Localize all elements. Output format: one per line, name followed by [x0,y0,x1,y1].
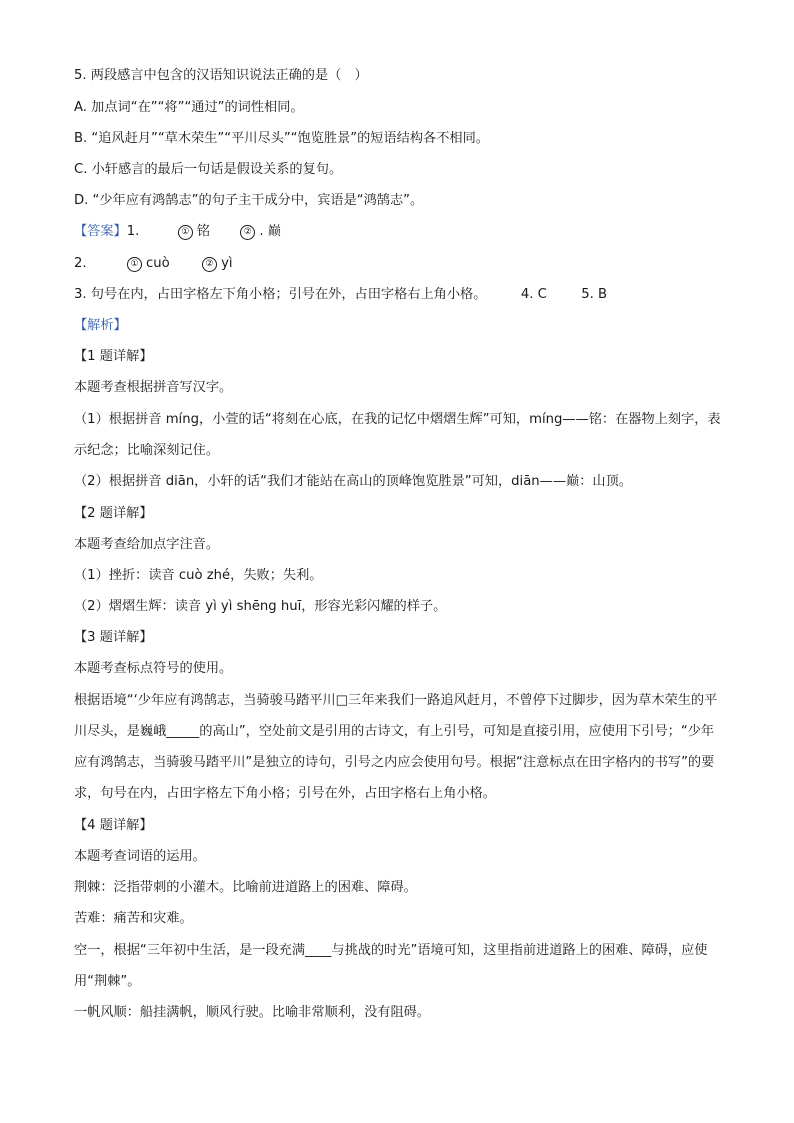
answer-line-2 [74,255,724,273]
question-5-option-a: A. 加点词“在”“将”“通过”的词性相同。 [74,100,304,115]
section-2-heading: 【2 题详解】 [74,506,153,521]
circled-1-icon: ① [178,225,193,240]
section-1-heading: 【1 题详解】 [74,349,153,364]
section-2-intro: 本题考查给加点字注音。 [74,537,220,552]
section-4-definition-yifanfengshun: 一帆风顺：船挂满帆，顺风行驶。比喻非常顺利，没有阻碍。 [74,1005,431,1020]
section-1-item-1: （1）根据拼音 míng，小萱的话“将刻在心底，在我的记忆中熠熠生辉”可知，míng——铭：在器物上刻字，表示纪念；比喻深刻记住。 [74,412,721,458]
circled-2-icon: ② [240,225,255,240]
circled-2-icon: ② [202,257,217,272]
answer-3: 3. 句号在内，占田字格左下角小格；引号在外，占田字格右上角小格。 [74,287,487,302]
section-2-item-2: （2）熠熠生辉：读音 yì yì shēng huī，形容光彩闪耀的样子。 [74,599,447,614]
question-5-option-c: C. 小轩感言的最后一句话是假设关系的复句。 [74,162,343,177]
question-5-option-b: B. “追风赶月”“草木荣生”“平川尽头”“饱览胜景”的短语结构各不相同。 [74,131,489,146]
question-5-stem: 5. 两段感言中包含的汉语知识说法正确的是（ ） [74,68,368,83]
section-2-item-1: （1）挫折：读音 cuò zhé，失败；失利。 [74,568,323,583]
answer-1-part-2: . 巅 [259,224,281,239]
analysis-tag: 【解析】 [74,318,127,333]
answer-5: 5. B [581,287,608,302]
section-4-heading: 【4 题详解】 [74,818,153,833]
answer-line-3 [74,286,724,304]
circled-1-icon: ① [127,257,142,272]
section-1-intro: 本题考查根据拼音写汉字。 [74,380,233,395]
answer-2-number: 2. [74,256,87,271]
section-4-blank-1: 空一，根据“三年初中生活，是一段充满____与挑战的时光”语境可知，这里指前进道路上的困难、障碍，应使用“荆棘”。 [74,943,708,989]
answer-2-part-2: yì [221,256,233,271]
section-1-item-2: （2）根据拼音 diān，小轩的话“我们才能站在高山的顶峰饱览胜景”可知，diān——巅：山顶。 [74,474,632,489]
answer-4: 4. C [520,287,547,302]
answer-1-part-1: 铭 [196,224,210,239]
answer-2-part-1: cuò [146,256,170,271]
question-5-option-d: D. “少年应有鸿鹄志”的句子主干成分中，宾语是“鸿鹄志”。 [74,193,424,208]
answer-1-number: 1. [126,224,140,239]
section-4-definition-jingji: 荆棘：泛指带刺的小灌木。比喻前进道路上的困难、障碍。 [74,880,417,895]
answer-line-1 [74,223,724,241]
section-4-definition-kunan: 苦难：痛苦和灾难。 [74,911,193,926]
section-3-heading: 【3 题详解】 [74,630,153,645]
section-4-intro: 本题考查词语的运用。 [74,849,206,864]
section-3-explanation: 根据语境“‘少年应有鸿鹄志，当骑骏马踏平川□三年来我们一路追风赶月，不曾停下过脚步，因为草木荣生的平川尽头，是巍峨_____的高山”，空处前文是引用的古诗文，有上引号，可知是直接引用，应使用下引号；“少年应有鸿鹄志，当骑骏马踏平川”是独立的诗句，引号之内应会使用句号。根据“注意标点在田字格内的书写”的要求，句号在内，占田字格左下角小格；引号在外，占田字格右上角小格。 [74,693,718,801]
answer-tag: 【答案】 [74,224,127,239]
section-3-intro: 本题考查标点符号的使用。 [74,661,233,676]
